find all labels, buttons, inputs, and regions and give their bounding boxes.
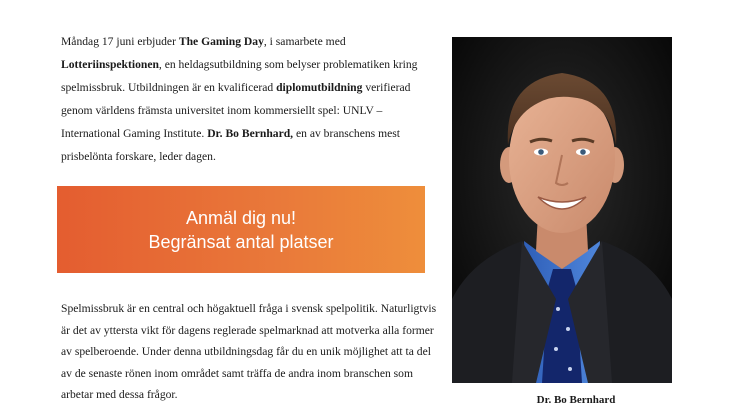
partner-name: Lotteriinspektionen bbox=[61, 58, 159, 71]
body-paragraph: Spelmissbruk är en central och högaktuell fråga i svensk spelpolitik. Naturligtvis är det av yttersta vikt för dagens reglerade spelmarknad att motverka alla former av spelberoende. Under denna utbildningsdag får du en unik möjlighet att ta del av de senaste rönen inom området samt träffa de andra inom branschen som arbetar med dessa frågor. bbox=[61, 302, 437, 402]
speaker-photo bbox=[452, 37, 672, 383]
register-button-line-1: Anmäl dig nu! bbox=[185, 207, 297, 228]
intro-text-4: verifierad genom världens främsta universitet inom kommersiellt spel: UNLV – International Gaming Institute. bbox=[61, 81, 411, 140]
diploma-label: diplomutbildning bbox=[276, 81, 363, 94]
intro-paragraph bbox=[61, 30, 429, 168]
intro-text-5: en av branschens mest prisbelönta forskare, leder dagen. bbox=[61, 127, 400, 163]
intro-text-2: , i samarbete med bbox=[263, 35, 346, 48]
register-button-line-2: Begränsat antal platser bbox=[148, 231, 334, 252]
speaker-portrait-image bbox=[452, 37, 672, 383]
photo-caption: Dr. Bo Bernhard bbox=[536, 394, 616, 406]
intro-text-1: Måndag 17 juni erbjuder bbox=[61, 35, 179, 48]
speaker-name: Dr. Bo Bernhard, bbox=[207, 127, 294, 140]
register-button[interactable] bbox=[57, 186, 425, 273]
event-name: The Gaming Day bbox=[178, 35, 264, 48]
intro-text-3: , en heldagsutbildning som belyser problematiken kring spelmissbruk. Utbildningen är en kvalificerad bbox=[61, 58, 418, 94]
